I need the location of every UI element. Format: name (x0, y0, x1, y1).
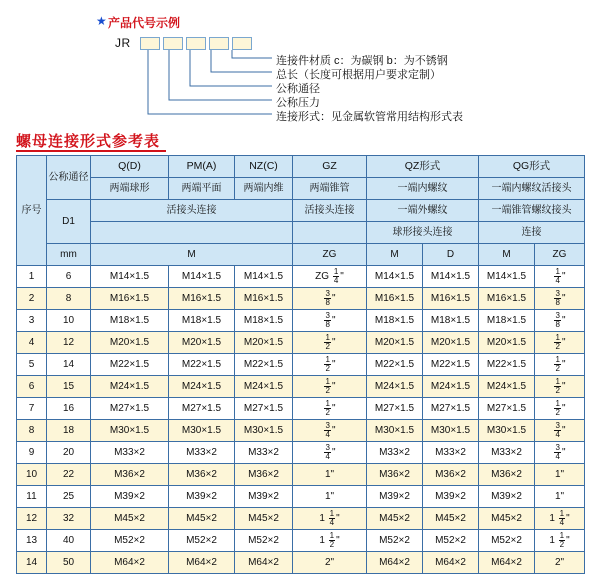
cell-nominal-diameter: 8 (47, 288, 91, 310)
cell-nominal-diameter: 25 (47, 486, 91, 508)
cell-qz-m: M22×1.5 (367, 354, 423, 376)
cell-gz-zg: 1" (293, 464, 367, 486)
cell-qg-m: M39×2 (479, 486, 535, 508)
table-row (17, 530, 585, 552)
cell-qz-m: M33×2 (367, 442, 423, 464)
cell-index: 2 (17, 288, 47, 310)
table-header-row-1 (17, 156, 585, 178)
cell-index: 11 (17, 486, 47, 508)
cell-gz-zg: 2" (293, 552, 367, 574)
cell-qd-m: M36×2 (91, 464, 169, 486)
section-title-underline (16, 150, 166, 152)
cell-index: 13 (17, 530, 47, 552)
cell-nominal-diameter: 32 (47, 508, 91, 530)
cell-qd-m: M27×1.5 (91, 398, 169, 420)
cell-gz-zg: $\frac{1}{2}$ " (293, 398, 367, 420)
cell-gz-zg: $\frac{3}{8}$ " (293, 310, 367, 332)
cell-pma-m: M64×2 (169, 552, 235, 574)
table-header-row-2 (17, 178, 585, 200)
section-title: 螺母连接形式参考表 (16, 133, 161, 150)
header-pma-desc: 两端平面 (169, 178, 235, 200)
cell-qz-m: M30×1.5 (367, 420, 423, 442)
header-group-nzc: NZ(C) (235, 156, 293, 178)
header-blank-1 (91, 222, 293, 244)
cell-pma-m: M18×1.5 (169, 310, 235, 332)
table-row (17, 398, 585, 420)
cell-qz-m: M14×1.5 (367, 266, 423, 288)
star-icon: ★ (96, 14, 107, 28)
cell-gz-zg: $\frac{1}{2}$ " (293, 354, 367, 376)
cell-qz-d: M24×1.5 (423, 376, 479, 398)
header-connection: 连接 (479, 222, 585, 244)
cell-qg-m: M33×2 (479, 442, 535, 464)
header-group-qd: Q(D) (91, 156, 169, 178)
cell-qz-m: M36×2 (367, 464, 423, 486)
cell-index: 7 (17, 398, 47, 420)
cell-gz-zg: $\frac{3}{4}$ " (293, 420, 367, 442)
table-row (17, 464, 585, 486)
cell-nzc-m: M14×1.5 (235, 266, 293, 288)
cell-qg-m: M14×1.5 (479, 266, 535, 288)
cell-qg-zg: $\frac{1}{2}$ " (535, 354, 585, 376)
table-row (17, 552, 585, 574)
table-row (17, 288, 585, 310)
cell-pma-m: M24×1.5 (169, 376, 235, 398)
cell-qd-m: M64×2 (91, 552, 169, 574)
header-gz-desc: 两端锥管 (293, 178, 367, 200)
cell-qz-m: M64×2 (367, 552, 423, 574)
cell-qz-d: M30×1.5 (423, 420, 479, 442)
cell-nominal-diameter: 18 (47, 420, 91, 442)
cell-qd-m: M18×1.5 (91, 310, 169, 332)
cell-nzc-m: M52×2 (235, 530, 293, 552)
cell-qd-m: M20×1.5 (91, 332, 169, 354)
header-unit-qz-d: D (423, 244, 479, 266)
cell-pma-m: M27×1.5 (169, 398, 235, 420)
cell-qg-m: M18×1.5 (479, 310, 535, 332)
product-code-prefix: JR (115, 36, 131, 50)
cell-pma-m: M45×2 (169, 508, 235, 530)
cell-qz-d: M20×1.5 (423, 332, 479, 354)
cell-index: 8 (17, 420, 47, 442)
cell-pma-m: M16×1.5 (169, 288, 235, 310)
table-header-row-3 (17, 200, 585, 222)
cell-qd-m: M30×1.5 (91, 420, 169, 442)
header-qg-taper-thread-joint: 一端锥管螺纹接头 (479, 200, 585, 222)
product-code-legend (0, 0, 600, 126)
cell-pma-m: M52×2 (169, 530, 235, 552)
table-row (17, 332, 585, 354)
cell-qz-d: M27×1.5 (423, 398, 479, 420)
cell-index: 4 (17, 332, 47, 354)
cell-qz-m: M45×2 (367, 508, 423, 530)
cell-gz-zg: $\frac{3}{8}$ " (293, 288, 367, 310)
cell-qz-m: M20×1.5 (367, 332, 423, 354)
header-gz-union-connection: 活接头连接 (293, 200, 367, 222)
cell-gz-zg: 1 $\frac{1}{2}$ " (293, 530, 367, 552)
cell-nzc-m: M16×1.5 (235, 288, 293, 310)
cell-gz-zg: ZG $\frac{1}{4}$ " (293, 266, 367, 288)
header-nominal-diameter: 公称通径 (47, 156, 91, 200)
cell-qz-d: M45×2 (423, 508, 479, 530)
cell-nzc-m: M27×1.5 (235, 398, 293, 420)
cell-qz-m: M27×1.5 (367, 398, 423, 420)
header-unit-mm: mm (47, 244, 91, 266)
cell-pma-m: M36×2 (169, 464, 235, 486)
cell-pma-m: M22×1.5 (169, 354, 235, 376)
cell-index: 3 (17, 310, 47, 332)
cell-qg-zg: $\frac{1}{2}$ " (535, 376, 585, 398)
cell-qz-m: M18×1.5 (367, 310, 423, 332)
cell-qg-m: M45×2 (479, 508, 535, 530)
header-nzc-desc: 两端内维 (235, 178, 293, 200)
header-group-pma: PM(A) (169, 156, 235, 178)
cell-qg-zg: 1" (535, 486, 585, 508)
cell-qd-m: M16×1.5 (91, 288, 169, 310)
cell-nominal-diameter: 16 (47, 398, 91, 420)
cell-pma-m: M14×1.5 (169, 266, 235, 288)
nut-connection-table (16, 155, 585, 574)
cell-index: 12 (17, 508, 47, 530)
header-blank-2 (293, 222, 367, 244)
header-unit-qz-m: M (367, 244, 423, 266)
cell-gz-zg: $\frac{1}{2}$ " (293, 376, 367, 398)
table-row (17, 420, 585, 442)
cell-qg-zg: $\frac{3}{4}$ " (535, 420, 585, 442)
cell-nzc-m: M20×1.5 (235, 332, 293, 354)
cell-qg-zg: $\frac{3}{8}$ " (535, 310, 585, 332)
cell-pma-m: M39×2 (169, 486, 235, 508)
cell-gz-zg: 1 $\frac{1}{4}$ " (293, 508, 367, 530)
cell-nzc-m: M45×2 (235, 508, 293, 530)
cell-gz-zg: $\frac{1}{2}$ " (293, 332, 367, 354)
cell-qz-d: M22×1.5 (423, 354, 479, 376)
table-row (17, 486, 585, 508)
cell-qg-zg: 1 $\frac{1}{2}$ " (535, 530, 585, 552)
cell-qg-m: M20×1.5 (479, 332, 535, 354)
cell-pma-m: M30×1.5 (169, 420, 235, 442)
cell-nominal-diameter: 50 (47, 552, 91, 574)
cell-nzc-m: M39×2 (235, 486, 293, 508)
legend-annotation-nominal-pressure: 公称压力 (276, 97, 320, 109)
cell-nzc-m: M36×2 (235, 464, 293, 486)
header-qg-desc: 一端内螺纹活接头 (479, 178, 585, 200)
cell-qz-m: M16×1.5 (367, 288, 423, 310)
header-union-connection: 活接头连接 (91, 200, 293, 222)
cell-nominal-diameter: 40 (47, 530, 91, 552)
table-body (17, 266, 585, 574)
table-row (17, 508, 585, 530)
cell-nominal-diameter: 20 (47, 442, 91, 464)
table-row (17, 266, 585, 288)
table-header-row-5 (17, 244, 585, 266)
cell-qz-d: M39×2 (423, 486, 479, 508)
cell-qd-m: M24×1.5 (91, 376, 169, 398)
table-row (17, 442, 585, 464)
legend-annotation-length: 总长（长度可根据用户要求定制） (276, 69, 441, 81)
cell-nominal-diameter: 15 (47, 376, 91, 398)
cell-qg-m: M27×1.5 (479, 398, 535, 420)
cell-qz-d: M36×2 (423, 464, 479, 486)
cell-qg-m: M16×1.5 (479, 288, 535, 310)
cell-qg-zg: $\frac{1}{4}$ " (535, 266, 585, 288)
cell-qg-zg: $\frac{1}{2}$ " (535, 332, 585, 354)
cell-pma-m: M33×2 (169, 442, 235, 464)
cell-qg-zg: 2" (535, 552, 585, 574)
cell-index: 6 (17, 376, 47, 398)
cell-qd-m: M22×1.5 (91, 354, 169, 376)
cell-qg-m: M24×1.5 (479, 376, 535, 398)
cell-nzc-m: M24×1.5 (235, 376, 293, 398)
cell-qg-zg: 1" (535, 464, 585, 486)
header-group-qz: QZ形式 (367, 156, 479, 178)
cell-qz-d: M18×1.5 (423, 310, 479, 332)
header-unit-zg: ZG (293, 244, 367, 266)
table-row (17, 354, 585, 376)
cell-index: 5 (17, 354, 47, 376)
table-row (17, 376, 585, 398)
cell-nzc-m: M22×1.5 (235, 354, 293, 376)
cell-nominal-diameter: 12 (47, 332, 91, 354)
cell-qz-m: M52×2 (367, 530, 423, 552)
header-d1: D1 (47, 200, 91, 244)
cell-qz-d: M52×2 (423, 530, 479, 552)
cell-pma-m: M20×1.5 (169, 332, 235, 354)
cell-qg-m: M22×1.5 (479, 354, 535, 376)
cell-nominal-diameter: 10 (47, 310, 91, 332)
cell-qd-m: M52×2 (91, 530, 169, 552)
legend-annotation-nominal-diameter: 公称通径 (276, 83, 320, 95)
cell-qd-m: M14×1.5 (91, 266, 169, 288)
cell-qd-m: M45×2 (91, 508, 169, 530)
cell-gz-zg: 1" (293, 486, 367, 508)
header-index: 序号 (17, 156, 47, 266)
cell-qg-zg: $\frac{3}{4}$ " (535, 442, 585, 464)
legend-annotation-connection-type: 连接形式：见金属软管常用结构形式表 (276, 111, 463, 123)
legend-annotation-material: 连接件材质 c：为碳钢 b：为不锈钢 (276, 55, 448, 67)
header-group-gz: GZ (293, 156, 367, 178)
cell-nzc-m: M18×1.5 (235, 310, 293, 332)
cell-qg-m: M52×2 (479, 530, 535, 552)
header-unit-m: M (91, 244, 293, 266)
cell-nominal-diameter: 14 (47, 354, 91, 376)
cell-qz-m: M39×2 (367, 486, 423, 508)
cell-index: 1 (17, 266, 47, 288)
cell-index: 9 (17, 442, 47, 464)
header-unit-qg-m: M (479, 244, 535, 266)
cell-qz-d: M64×2 (423, 552, 479, 574)
cell-nzc-m: M30×1.5 (235, 420, 293, 442)
cell-qz-d: M14×1.5 (423, 266, 479, 288)
table-header-row-4 (17, 222, 585, 244)
cell-qg-zg: $\frac{1}{2}$ " (535, 398, 585, 420)
cell-qg-zg: 1 $\frac{1}{4}$ " (535, 508, 585, 530)
cell-qd-m: M39×2 (91, 486, 169, 508)
cell-index: 14 (17, 552, 47, 574)
header-ball-joint-connection: 球形接头连接 (367, 222, 479, 244)
cell-qz-d: M33×2 (423, 442, 479, 464)
cell-nzc-m: M64×2 (235, 552, 293, 574)
cell-nominal-diameter: 6 (47, 266, 91, 288)
header-qz-external-thread: 一端外螺纹 (367, 200, 479, 222)
cell-qg-m: M30×1.5 (479, 420, 535, 442)
header-unit-qg-zg: ZG (535, 244, 585, 266)
header-group-qg: QG形式 (479, 156, 585, 178)
legend-title: 产品代号示例 (108, 16, 181, 30)
cell-qz-d: M16×1.5 (423, 288, 479, 310)
header-qd-desc: 两端球形 (91, 178, 169, 200)
cell-qz-m: M24×1.5 (367, 376, 423, 398)
table-row (17, 310, 585, 332)
cell-nzc-m: M33×2 (235, 442, 293, 464)
cell-index: 10 (17, 464, 47, 486)
cell-qg-zg: $\frac{3}{8}$ " (535, 288, 585, 310)
cell-nominal-diameter: 22 (47, 464, 91, 486)
header-qz-desc: 一端内螺纹 (367, 178, 479, 200)
cell-gz-zg: $\frac{3}{4}$ " (293, 442, 367, 464)
cell-qd-m: M33×2 (91, 442, 169, 464)
cell-qg-m: M36×2 (479, 464, 535, 486)
cell-qg-m: M64×2 (479, 552, 535, 574)
